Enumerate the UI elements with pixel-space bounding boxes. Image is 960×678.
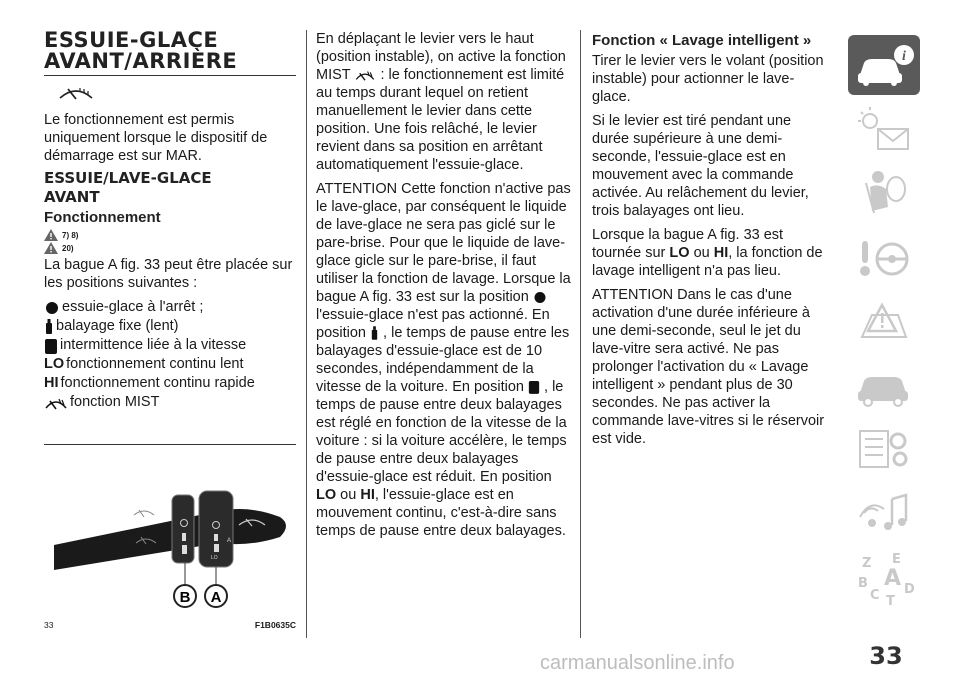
figure-code: F1B0635C	[254, 620, 296, 630]
figure-number: 33	[44, 620, 54, 630]
safety-airbag-icon	[848, 163, 920, 223]
wiper-symbol-icon	[58, 82, 296, 107]
column-divider	[580, 30, 581, 638]
list-item: balayage fixe (lent)	[44, 317, 296, 336]
right-column	[592, 30, 832, 454]
smart-wash-p4: ATTENTION Dans le cas d'une activation d'une durée inférieure à une demi-seconde, seul le jet du lave-vitre sera activé. Ne pas prolonger l'activation du « Lavage intelligent » pendant plus de 30 secondes. Ne pas activer la commande lave-vitres si le réservoir est vide.	[592, 287, 825, 447]
callout-a: A	[210, 589, 222, 606]
svg-text:i: i	[902, 49, 906, 64]
figure-caption	[44, 620, 296, 630]
smart-wash-p3: Lorsque la bague A fig. 33 est tournée sur LO ou HI, la fonction de lavage intelligent n'a pas lieu.	[592, 227, 823, 279]
positions-intro: La bague A fig. 33 peut être placée sur les positions suivantes :	[44, 257, 293, 291]
list-item: fonction MIST	[44, 393, 296, 412]
emergency-icon	[848, 291, 920, 351]
attention-paragraph: ATTENTION Cette fonction n'active pas le lave-glace, par conséquent le liquide de lave-glace ne sera pas giclé sur le pare-brise. Pour que le liquide de lave-glace gicle sur le pare-brise, il faut utiliser la fonction de lavage. Lorsque la bague A fig. 33 est sur la position l'essuie-glace n'est pas actionné. En position , le temps de pause entre les balayages d'essuie-glace est de 10 secondes, indépendamment de la vitesse de la voiture. En position , le temps de pause entre deux balayages est réglé en fonction de la vitesse de la voiture : si la voiture accélère, le temps de pause entre deux balayages d'essuie-glace est réduit. En position LO ou HI, l'essuie-glace est en mouvement continu, c'est-à-dire sans temps de pause entre deux balayages.	[316, 181, 571, 539]
watermark: carmanualsonline.info	[540, 652, 735, 674]
fig-label-a-small: A	[227, 538, 232, 544]
figure-33	[44, 444, 296, 621]
section-title-line2: AVANT	[44, 188, 100, 206]
tab-technical-data[interactable]	[848, 419, 920, 479]
tab-driving[interactable]	[848, 227, 920, 287]
list-item: essuie-glace à l'arrêt ;	[44, 298, 296, 317]
warning-lights-icon	[848, 99, 920, 159]
svg-text:T: T	[886, 594, 895, 607]
warning-triangle-icon	[44, 229, 58, 241]
warning-triangle-icon	[44, 242, 58, 254]
middle-column	[316, 30, 574, 546]
title-rule	[44, 75, 296, 76]
tab-index[interactable]	[848, 547, 920, 607]
svg-text:D: D	[904, 582, 915, 597]
svg-text:E: E	[892, 552, 901, 567]
svg-text:B: B	[858, 576, 868, 591]
mist-icon	[44, 395, 68, 411]
smart-wash-heading: Fonction « Lavage intelligent »	[592, 32, 812, 49]
tab-warning-lights[interactable]	[848, 99, 920, 159]
list-item: HI fonctionnement continu rapide	[44, 375, 255, 391]
off-circle-icon	[533, 291, 547, 304]
subsection-title: Fonctionnement	[44, 209, 161, 226]
section-title-line1: ESSUIE/LAVE-GLACE	[44, 169, 212, 187]
smart-wash-p2: Si le levier est tiré pendant une durée supérieure à une demi-seconde, l'essuie-glace est en mouvement avec la commande activée. Au relâchement du levier, trois balayages ont lieu.	[592, 113, 809, 219]
svg-text:A: A	[884, 566, 902, 591]
page-title-line2: AVANT/ARRIÈRE	[44, 49, 238, 73]
page-title-line1: ESSUIE-GLACE	[44, 28, 219, 52]
intermittent-icon	[528, 379, 540, 395]
tab-multimedia[interactable]	[848, 483, 920, 543]
off-circle-icon	[44, 301, 60, 315]
callout-b: B	[179, 589, 191, 606]
tab-emergency[interactable]	[848, 291, 920, 351]
mist-icon	[354, 68, 376, 82]
slow-wipe-icon	[370, 326, 379, 341]
tab-car-info[interactable]	[848, 35, 920, 95]
warning-ref-2: 20)	[44, 242, 296, 254]
slow-wipe-icon	[44, 319, 54, 335]
wiper-lever-illustration	[44, 445, 296, 621]
intermittent-icon	[44, 337, 58, 355]
driving-controls-icon	[848, 227, 920, 287]
svg-text:C: C	[870, 588, 880, 603]
column-divider	[306, 30, 307, 638]
tab-maintenance[interactable]	[848, 355, 920, 415]
svg-text:Z: Z	[862, 556, 872, 571]
chapter-sidebar	[848, 35, 920, 611]
intro-paragraph: Le fonctionnement est permis uniquement lorsque le dispositif de démarrage est sur MAR.	[44, 112, 268, 164]
left-column	[44, 30, 296, 412]
list-item: intermittence liée à la vitesse	[44, 336, 296, 355]
smart-wash-p1: Tirer le levier vers le volant (position instable) pour actionner le lave-glace.	[592, 53, 824, 105]
tab-safety[interactable]	[848, 163, 920, 223]
list-item: LO fonctionnement continu lent	[44, 356, 244, 372]
multimedia-icon	[848, 483, 920, 543]
technical-data-icon	[848, 419, 920, 479]
index-icon	[848, 547, 920, 607]
warning-ref-1: 7) 8)	[44, 229, 296, 241]
car-maintenance-icon	[848, 355, 920, 415]
car-info-icon	[848, 35, 920, 95]
fig-label-lo: LO	[211, 555, 218, 561]
page-number: 33	[869, 642, 903, 670]
mist-paragraph: En déplaçant le levier vers le haut (position instable), on active la fonction MIST : le fonctionnement est limité au temps durant lequel on retient manuellement le levier dans cette position. Une fois relâché, le levier revient dans sa position en arrêtant automatiquement l'essuie-glace.	[316, 31, 566, 173]
